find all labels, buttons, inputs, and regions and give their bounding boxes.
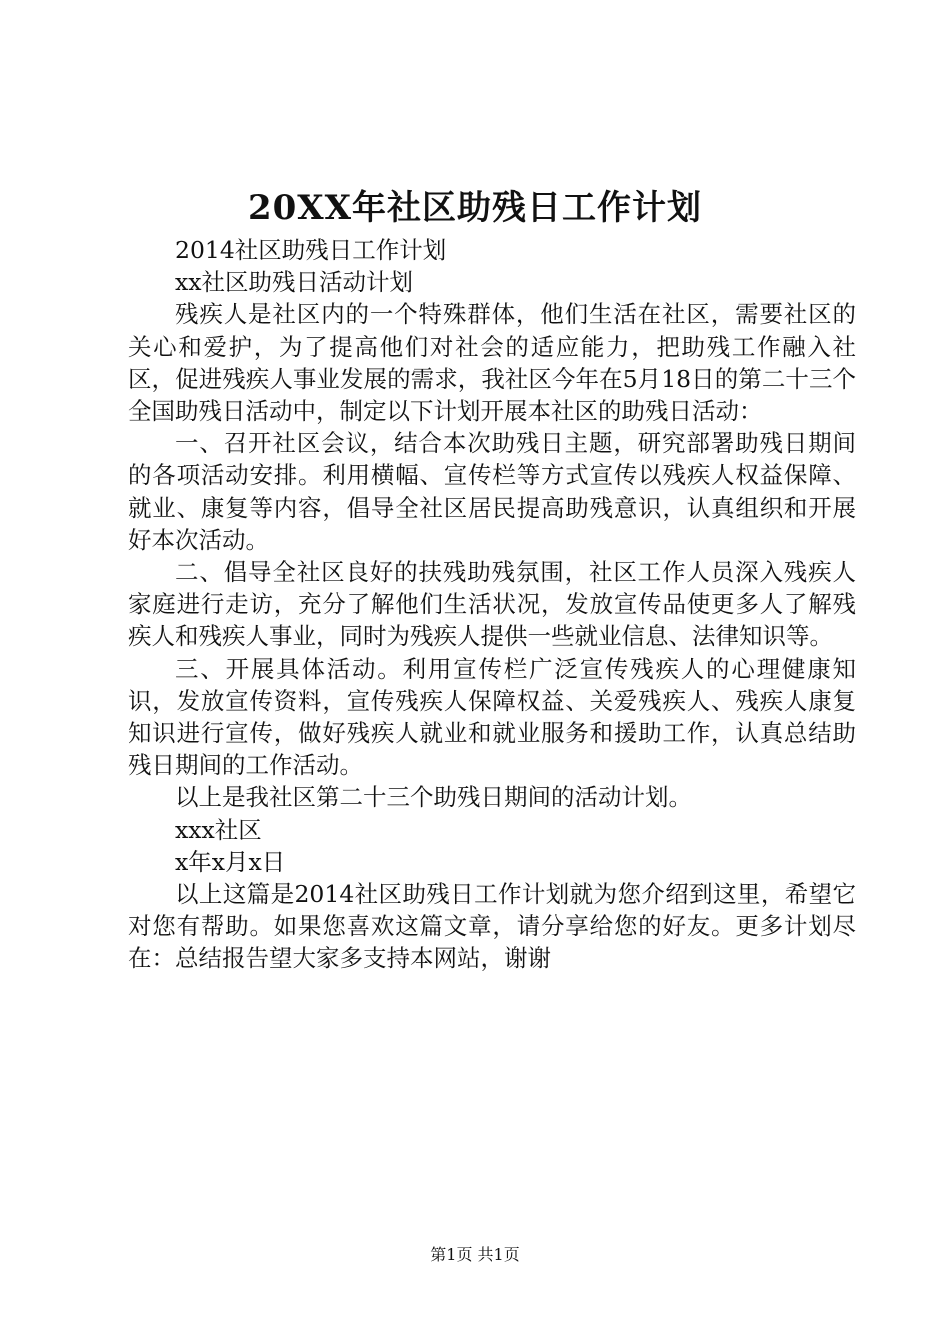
paragraph-closing-note: 以上这篇是2014社区助残日工作计划就为您介绍到这里，希望它对您有帮助。如果您喜欢这篇文章，请分享给您的好友。更多计划尽在：总结报告望大家多支持本网站，谢谢 xyxy=(128,880,856,973)
page-number: 第1页 共1页 xyxy=(430,1245,520,1264)
paragraph-conclusion: 以上是我社区第二十三个助残日期间的活动计划。 xyxy=(175,783,692,812)
paragraph-signature: xxx社区 xyxy=(175,815,262,844)
paragraph-date: x年x月x日 xyxy=(175,847,286,876)
document-body xyxy=(128,234,856,975)
paragraph-item-one: 一、召开社区会议，结合本次助残日主题，研究部署助残日期间的各项活动安排。利用横幅、宣传栏等方式宣传以残疾人权益保障、就业、康复等内容，倡导全社区居民提高助残意识，认真组织和开展好本次活动。 xyxy=(128,429,856,554)
paragraph-item-two: 二、倡导全社区良好的扶残助残氛围，社区工作人员深入残疾人家庭进行走访，充分了解他们生活状况，发放宣传品使更多人了解残疾人和残疾人事业，同时为残疾人提供一些就业信息、法律知识等。 xyxy=(128,558,856,651)
paragraph-plan-heading: xx社区助残日活动计划 xyxy=(175,268,414,297)
paragraph-subtitle: 2014社区助残日工作计划 xyxy=(175,236,447,264)
paragraph-item-three: 三、开展具体活动。利用宣传栏广泛宣传残疾人的心理健康知识，发放宣传资料，宣传残疾人保障权益、关爱残疾人、残疾人康复知识进行宣传，做好残疾人就业和就业服务和援助工作，认真总结助残日期间的工作活动。 xyxy=(128,654,856,780)
paragraph-intro: 残疾人是社区内的一个特殊群体，他们生活在社区，需要社区的关心和爱护，为了提高他们对社会的适应能力，把助残工作融入社区，促进残疾人事业发展的需求，我社区今年在5月18日的第二十三个全国助残日活动中，制定以下计划开展本社区的助残日活动： xyxy=(128,300,856,426)
document-title: 20XX年社区助残日工作计划 xyxy=(247,188,703,228)
